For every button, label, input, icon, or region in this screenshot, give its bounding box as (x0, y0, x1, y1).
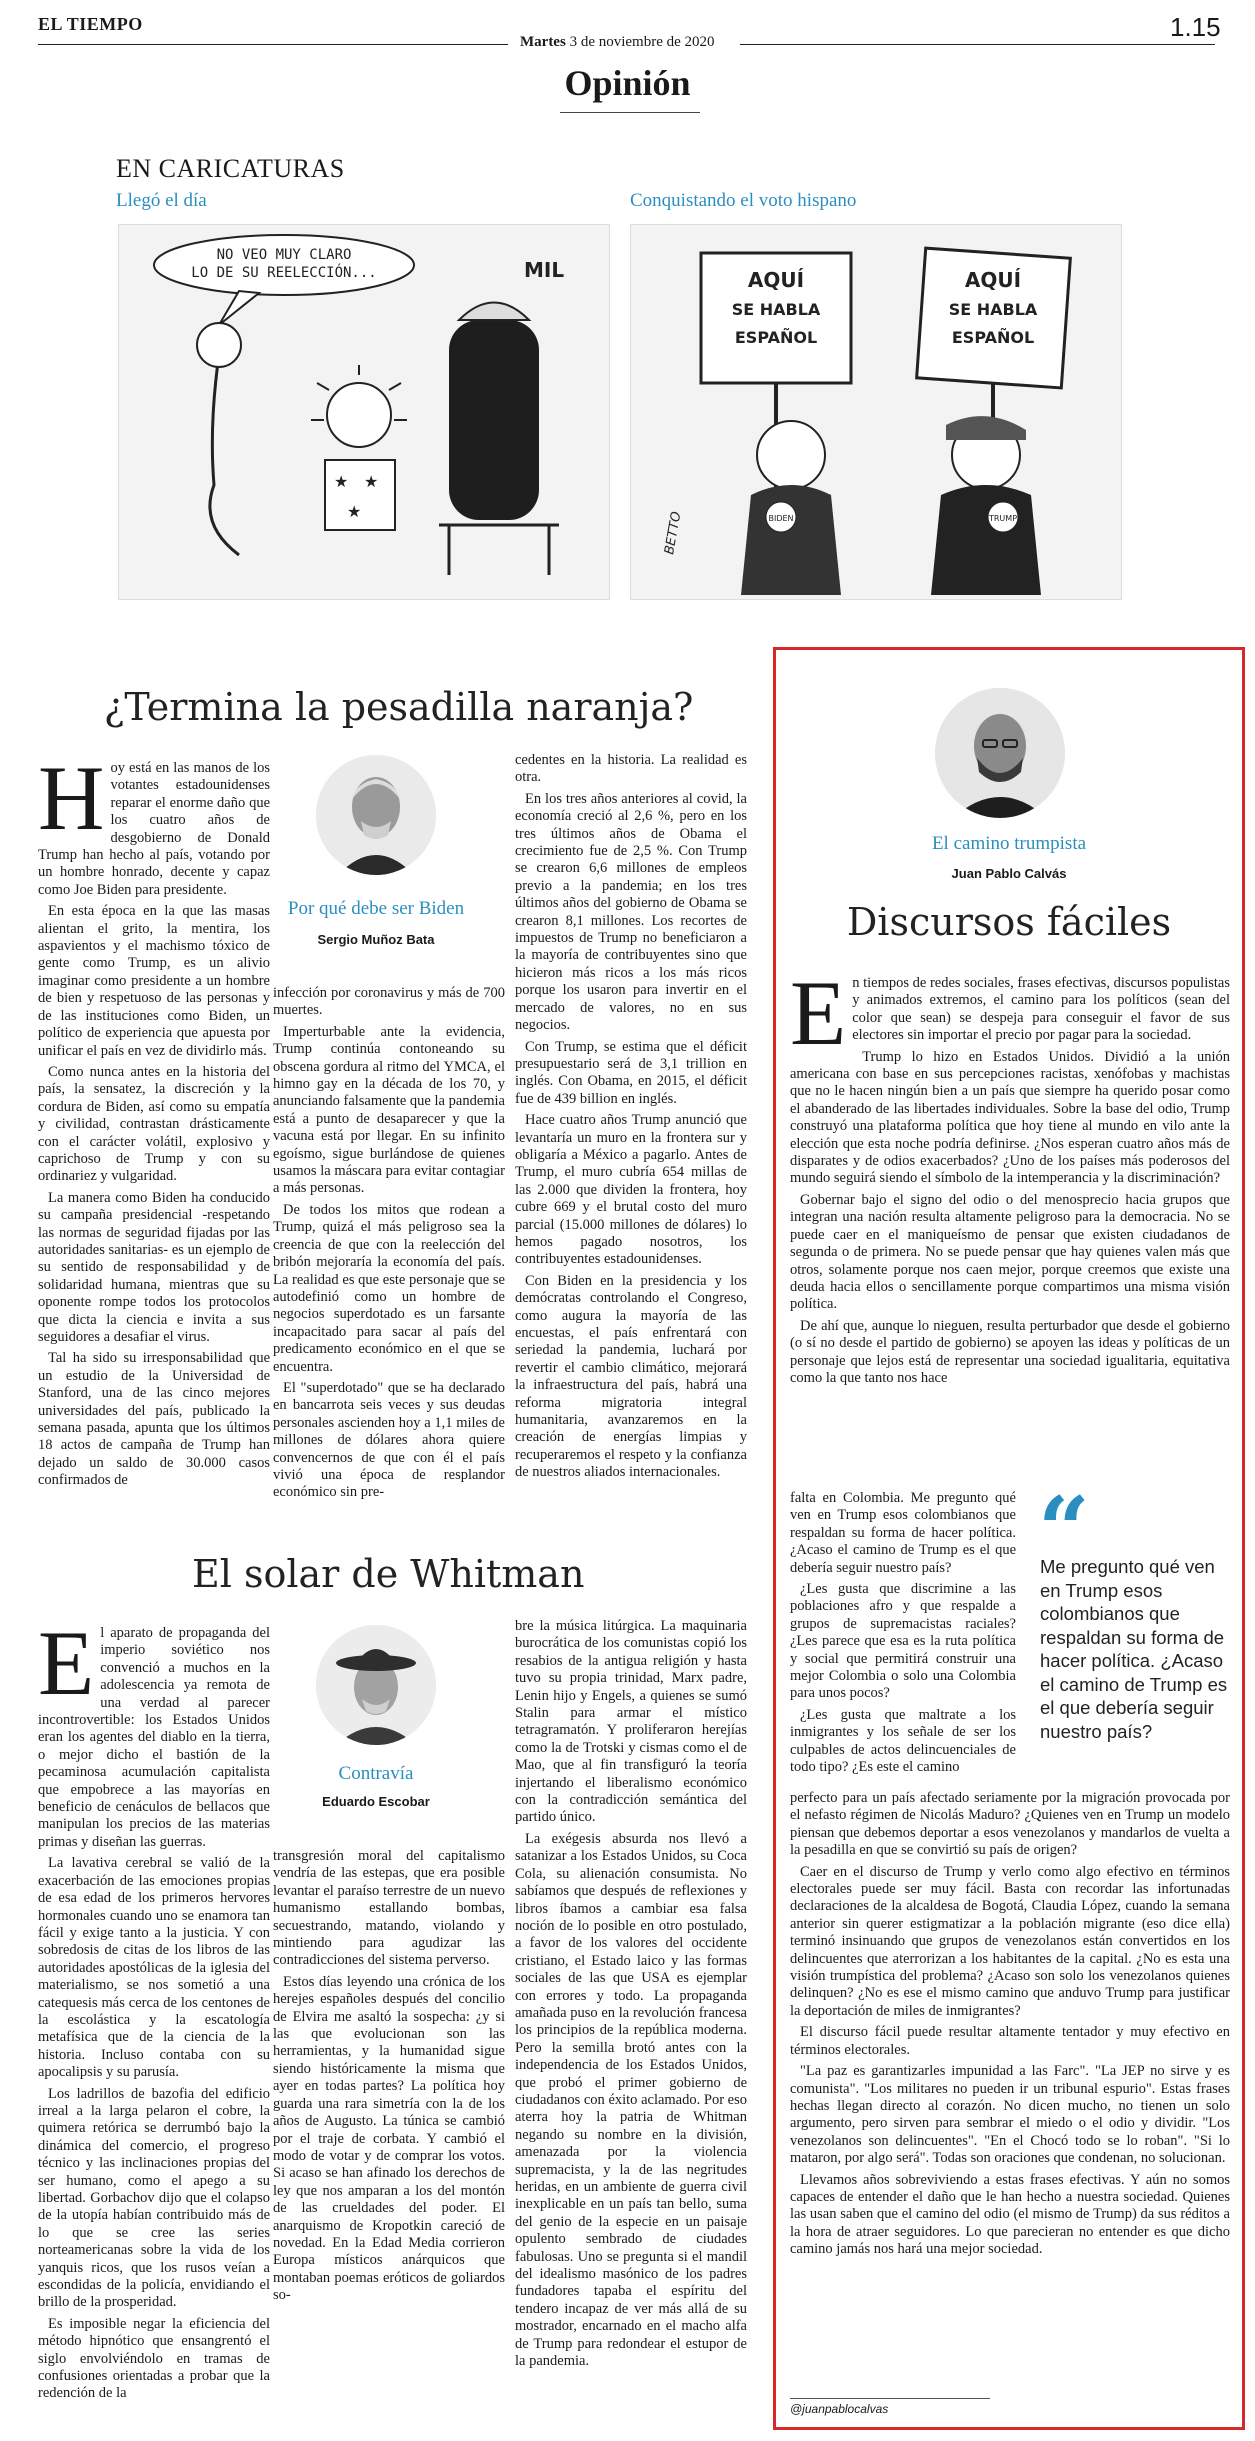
article3-top-p2: Gobernar bajo el signo del odio o del menosprecio hacia grupos que integran una nación resulta altamente peligroso para la democracia. No se puede caer en el maniqueísmo de pensar que existen ciudadanos de segunda o de primera. No se puede pensar que hay quienes valen más que otros, solamente porque nos caen mejor, porque creemos que existe una deuda hacia ellos o sencillamente porque compartimos una misma visión política. (790, 1191, 1230, 1313)
article1-category: Por qué debe ser Biden (287, 898, 465, 919)
article3-bottom-p2: Caer en el discurso de Trump y verlo como algo efectivo en términos electorales puede ser muy fácil. Basta con recordar las infortunadas declaraciones de la alcaldesa de Bogotá, Claudia López, cuando la semana anterior sin querer estigmatizar a la población migrante (eso dice ella) terminó insinuando que grupos de venezolanos están convertidos en los delincuentes que aterrorizan a los habitantes de la capital. ¿No es esta una visión trumpística del problema? ¿Acaso son solo los venezolanos quienes delinquen? ¿No es ese el mismo camino que anduvo Trump para justificar la deportación de miles de inmigrantes? (790, 1863, 1230, 2019)
article1-author: Sergio Muñoz Bata (317, 932, 435, 947)
cartoon-left (118, 224, 610, 600)
svg-text:★: ★ (334, 472, 349, 491)
dateline (520, 34, 715, 51)
page-number: 1.15 (1170, 12, 1221, 42)
cartoon-right-label-trump: TRUMP (988, 514, 1018, 523)
article3-author: Juan Pablo Calvás (951, 866, 1067, 881)
article3-bottom-p1: perfecto para un país afectado seriamente por la migración provocada por el nefasto régimen de Nicolás Maduro? ¿Quienes ven en Trump un modelo piensan que debemos deportar a esos venezolanos y mandarlos de vuelta a la pesadilla en que se convirtió su país de origen? (790, 1790, 1230, 1859)
article1-col3-p1: cedentes en la historia. La realidad es otra. (515, 752, 747, 786)
article3-dropcap: E (790, 962, 847, 1064)
article3-top-p3: De ahí que, aunque lo nieguen, resulta perturbador que desde el gobierno (o sí no desde el partido de gobierno) se apoyen las ideas y políticas de un personaje que lejos está de representar una sociedad igualitaria, equitativa como la que tanto nos hace (790, 1317, 1230, 1386)
cartoon-left-title: Llegó el día (116, 190, 207, 211)
article2-author: Eduardo Escobar (322, 1794, 430, 1809)
article2-col1-p3: Los ladrillos de bazofia del edificio irreal a la larga pelaron el cobre, la quimera retórica se derrumbó bajo la dinámica del comercio, el progreso técnico y las inclinaciones propias del ser humano, como el apego a su libertad. Gorbachov dijo que el colapso de la utopía habían contribuido más de lo que se cree las series norteamericanas sobre la vida de los yanquis ricos, que los rusos veían a escondidas de la policía, envidiando el brillo de la prosperidad. (38, 2085, 270, 2311)
masthead: EL TIEMPO (38, 14, 143, 34)
section-rule (560, 112, 700, 113)
cartoon-left-drawing (119, 225, 609, 599)
article1-col1-p5: Tal ha sido su irresponsabilidad que un estudio de la Universidad de Stanford, una de las cinco mejores universidades del país, publicado la semana pasada, apunta que los últimos 18 actos de campaña de Trump han dejado un saldo de 30.000 casos confirmados de (38, 1350, 270, 1489)
caricaturas-kicker: EN CARICATURAS (116, 154, 345, 183)
article1-col2-p1: infección por coronavirus y más de 700 muertes. (273, 985, 505, 1019)
article1-col1-p4: La manera como Biden ha conducido su campaña presidencial -respetando las normas de seguridad fijadas por las autoridades sanitarias- es un ejemplo de su sentido de responsabilidad y de solidaridad humana, mientras que su oponente rompe todos los protocolos que dicta la ciencia e invita a sus seguidores a desafiar el virus. (38, 1189, 270, 1345)
article1-col1-p1-text: oy está en las manos de los votantes estadounidenses reparar el enorme daño que los cuatro años de desgobierno de Donald Trump han hecho al país, votando por un hombre honrado, decente y capaz como Joe Biden para presidente. (38, 760, 270, 898)
cartoon-left-bubble-line2: LO DE SU REELECCIÓN... (191, 265, 377, 281)
cartoon-right (630, 224, 1122, 600)
article1-col1-p1 (38, 747, 270, 899)
date-rest: 3 de noviembre de 2020 (569, 34, 715, 50)
section-title: Opinión (564, 63, 691, 103)
article1-col3 (515, 752, 747, 1486)
cartoon-right-title: Conquistando el voto hispano (630, 190, 857, 211)
article2-col1-p1-text: l aparato de propaganda del imperio soviético nos convenció a muchos en la adolescencia ya remota de una verdad al parecer incontrovertible: los Estados Unidos eran los agentes del diablo en la tierra, o mejor dicho el bastión de la pecaminosa acumulación capitalista que empobrece a las mayorías en beneficio de cenáculos de bellacos que manipulan los precios de las materias primas y diseñan las guerras. (38, 1625, 270, 1850)
article2-author-portrait (316, 1625, 436, 1745)
article2-author-photo (316, 1625, 436, 1745)
article1-col1 (38, 747, 270, 1494)
article2-dropcap: E (38, 1612, 95, 1714)
article3-intro (790, 962, 1230, 1064)
article3-pullquote: Me pregunto qué ven en Trump esos colombianos que respaldan su forma de hacer política. ¿Acaso el camino de Trump es el que debería seguir nuestro país? (1040, 1556, 1228, 1742)
svg-text:★: ★ (364, 472, 379, 491)
pullquote-icon: “ (1038, 1477, 1090, 1583)
article2-col3 (515, 1618, 747, 2374)
article1-col3-p4: Hace cuatro años Trump anunció que levantaría un muro en la frontera sur y obligaría a México a pagarlo. Antes de Trump, el muro cubría 654 millas de las 2.000 que dividen la frontera, hoy cubre 669 y el brutal costo del muro parcial (15.000 millones de dólares) lo hemos pagado nosotros, los contribuyentes estadounidenses. (515, 1112, 747, 1268)
header-rule-right (740, 44, 1215, 45)
article2-col1-p4: Es imposible negar la eficiencia del método hipnótico que ensangrentó el siglo envolviéndolo en tramas de confusiones orientadas a probar que la redención de la (38, 2315, 270, 2402)
article3-body-bottom (790, 1790, 1230, 2263)
article2-col1-p2: La lavativa cerebral se valió de la exacerbación de las emociones propias de esa edad de los primeros hervores hormonales cuando uno se enamora tan fácil y exige tanto a la justicia. Y con sobredosis de citas de los libros de las autoridades apostólicas de la iglesia del materialismo, se nos sometió a una catequesis más cerca de los centones de la escolástica y la escatología metafísica que de la ciencia de la historia. Incluso contaba con su apocalipsis y su parusía. (38, 1855, 270, 2081)
article1-col3-p2: En los tres años anteriores al covid, la economía creció al 2,6 %, pero en los tres últimos años de Obama el crecimiento fue de 2,5 %. Con Trump se crearon 6,6 millones de empleos previo a la pandemia; en los tres últimos años del gobierno de Obama se crearon 8,1 millones. Los recortes de impuestos de Trump no beneficiaron a la mayoría de contribuyentes sino que hicieron más ricos a los más ricos porque los usaron para invertir en el mercado de valores, no en sus negocios. (515, 790, 747, 1034)
article2-col3-p2: La exégesis absurda nos llevó a satanizar a los Estados Unidos, su Coca Cola, su alienación consumista. No sabíamos que después de reflexiones y libros íbamos a cambiar esa falsa noción de lo posible en otro postulado, a favor de los valores del occidente cristiano, el Estado laico y las formas sociales de las que USA es ejemplar con errores y todo. La propaganda amañada puso en la revolución francesa los principios de la república moderna. Pero la semilla brotó antes con la independencia de los Estados Unidos, que probó el primer gobierno de ciudadanos con éxito aclamado. Por eso aterra hoy la patria de Whitman negando su nombre en la división, amenazada por la violencia supremacista, y la de las negritudes heridas, en un ambiente de guerra civil inexplicable en un país tan bello, suma del genio de la especie en un paisaje opulento sembrado de ciudades fabulosas. Uno se pregunta si el mandil del idealismo masónico de los padres fundadores tapaba el espíritu del tendero incapaz de ver más allá de su mostrador, encarnado en el macho alfa de Trump para redondear el estupor de la pandemia. (515, 1830, 747, 2370)
date-day: Martes (520, 34, 566, 50)
article3-handle-rule (790, 2398, 990, 2399)
article2-col1 (38, 1612, 270, 2407)
article3-bottom-p5: Llevamos años sobreviviendo a estas frases efectivas. Y aún no somos capaces de entender el daño que le han hecho a nuestra sociedad. Quienes las usan saben que el camino del odio (el mismo de Trump) da sus réditos a la hora de atraer seguidores. Lo que parecieran no entender es que dicho camino jamás nos hará una mejor sociedad. (790, 2171, 1230, 2258)
article1-col3-p3: Con Trump, se estima que el déficit presupuestario será de 3,1 trillion en inglés. Con Obama, en 2015, el déficit fue de 439 billion en inglés. (515, 1038, 747, 1107)
article3-bottom-p4: "La paz es garantizarles impunidad a las Farc". "La JEP no sirve y es comunista". "Los militares no pueden ir un tribunal espurio". Estas frases hechas llegan directo al corazón. No dicen mucho, no tienen un solo argumento, pero sirven para sembrar el miedo o el odio y dividir. "Los venezolanos son delincuentes". "En el Chocó todo se lo roban". "Si lo mataron, por algo será". Todas son oraciones que condenan, no solucionan. (790, 2063, 1230, 2167)
cartoon-right-sign1-line2: SE HABLA (731, 300, 821, 319)
article2-col3-p1: bre la música litúrgica. La maquinaria burocrática de los comunistas copió los resabios de la antigua religión y hasta tuvo su propia trinidad, Marx padre, Lenin hijo y Engels, a quienes se sumó Stalin para armar el místico tetragramatón. Y proliferaron herejías como la de Trotski y cismas como el de Mao, que al fin transfiguró la teoría injertando el liberalismo económico con la contradicción semántica del partido único. (515, 1618, 747, 1826)
article3-author-photo (935, 688, 1065, 818)
cartoon-right-sign2-line3: ESPAÑOL (951, 328, 1035, 347)
article3-narrow-p2: ¿Les gusta que discrimine a las poblaciones afro y que respalde a grupos de supremacistas raciales? ¿Les parece que esa es la ruta política y social que permitirá construir una mejor Colombia o solo una Colombia para unos pocos? (790, 1581, 1016, 1702)
article2-category: Contravía (338, 1763, 414, 1784)
article1-col1-p3: Como nunca antes en la historia del país, la sensatez, la discreción y la cordura de Biden, así como su empatía y civilidad, contrastan drásticamente con el carácter volátil, explosivo y caprichoso de Trump y con su ordinariez y vulgaridad. (38, 1063, 270, 1185)
article2-headline: El solar de Whitman (192, 1552, 585, 1596)
article1-col1-p2: En esta época en la que las masas alientan el grito, la mentira, los aspavientos y el machismo tóxico de gente como Trump, es un alivio imaginar como presidente a un hombre de bien y respetuoso de las personas y de las instituciones como Biden, un político de experiencia que apuesta por unificar el país en vez de dividirlo más. (38, 903, 270, 1059)
cartoon-right-drawing (631, 225, 1121, 599)
cartoon-left-bubble-line1: NO VEO MUY CLARO (216, 247, 352, 263)
svg-text:★: ★ (347, 502, 362, 521)
article1-author-photo (316, 755, 436, 875)
article2-col2-p2: Estos días leyendo una crónica de los herejes españoles después del concilio de Elvira me asaltó la sospecha: ¿y si las que evolucionan son las herramientas, y la humanidad sigue siendo históricamente la misma que ayer en todas partes? La política hoy guarda una rara simetría con la de los años de Augusto. La túnica se cambió por el traje de corbata. Y cambió el modo de votar y de comprar los votos. Si acaso se han afinado los derechos de ley que nos amparan a los del montón de las crueldades del poder. El anarquismo de Kropotkin careció de novedad. En la Edad Media corrieron Europa místicos anárquicos que montaban poemas eróticos de goliardos so- (273, 1973, 505, 2304)
article1-col2-p2: Imperturbable ante la evidencia, Trump continúa contoneando su obscena gordura al ritmo del YMCA, el himno gay en la década de los 70, y anunciando falsamente que la pandemia está a punto de desaparecer y que la vacuna está por llegar. En su infinito egoísmo, sigue burlándose de quienes usamos la máscara para evitar contagiar a más personas. (273, 1023, 505, 1197)
article3-narrow-p1: falta en Colombia. Me pregunto qué ven en Trump esos colombianos que respaldan su forma de hacer política. ¿Acaso el camino de Trump es el que debería seguir nuestro país? (790, 1490, 1016, 1576)
article1-headline: ¿Termina la pesadilla naranja? (104, 685, 694, 729)
article2-col2 (273, 1848, 505, 2309)
article3-narrow-p3: ¿Les gusta que maltrate a los inmigrantes y los señale de ser los culpables de actos delincuenciales de todo tipo? ¿Es este el camino (790, 1706, 1016, 1776)
article3-author-portrait (935, 688, 1065, 818)
article3-category: El camino trumpista (931, 833, 1087, 854)
cartoon-right-sign2-line1: AQUÍ (964, 268, 1022, 292)
article3-headline: Discursos fáciles (846, 900, 1172, 944)
article1-author-portrait (316, 755, 436, 875)
cartoon-right-signature: BETTO (662, 510, 685, 556)
article3-intro-text: n tiempos de redes sociales, frases efectivas, discursos populistas y animados extremos, el camino para los políticos (sean del color que sean) se despeja para conseguir el favor de sus electores sin importar el precio por pagar para la sociedad. (852, 975, 1230, 1044)
article3-body-top (790, 962, 1230, 1391)
cartoon-right-sign1-line1: AQUÍ (747, 268, 805, 292)
header-rule-left (38, 44, 508, 45)
article3-body-narrow (790, 1490, 1016, 1781)
article2-col2-p1: transgresión moral del capitalismo vendría de las estepas, que era posible levantar el paraíso terrestre de un nuevo humanismo estallando bombas, secuestrando, matando, violando y mintiendo para agudizar las contradicciones del sistema perverso. (273, 1848, 505, 1969)
article1-col2 (273, 985, 505, 1506)
cartoon-right-sign2-line2: SE HABLA (948, 300, 1038, 319)
article1-col3-p5: Con Biden en la presidencia y los demócratas controlando el Congreso, como augura la mayoría de las encuestas, el país enfrentará con seriedad la pandemia, luchará por revertir el cambio climático, mejorará la infraestructura del país, habrá una reforma migratoria integral humanitaria, avanzaremos en la creación de energías limpias y recuperaremos el respeto y la confianza de nuestros aliados internacionales. (515, 1272, 747, 1481)
cartoon-right-sign1-line3: ESPAÑOL (734, 328, 818, 347)
article3-top-p1: Trump lo hizo en Estados Unidos. Dividió a la unión americana con base en sus percepciones racistas, xenófobas y machistas que no le hacen ningún bien a un país que siempre ha querido posar como el abanderado de las libertades individuales. Sobre la base del odio, Trump construyó una plataforma política que hoy tiene al mundo en vilo ante la elección que esta noche podría definirse. ¿Nos esperan cuatro años más de disparates y de odios exacerbados? ¿Uno de los países más poderosos del mundo seguirá siendo el símbolo de la intemperancia y la discriminación? (790, 1048, 1230, 1187)
article1-col2-p4: El "superdotado" que se ha declarado en bancarrota seis veces y sus deudas personales ascienden hoy a 1,1 miles de millones de dólares ahora quiere convencernos de que con él el país vivió una época de resplandor económico sin pre- (273, 1379, 505, 1501)
article3-handle[interactable]: @juanpablocalvas (790, 2402, 889, 2416)
article2-col1-p1 (38, 1612, 270, 1851)
cartoon-right-label-biden: BIDEN (768, 514, 794, 523)
article1-dropcap: H (38, 747, 105, 849)
article1-col2-p3: De todos los mitos que rodean a Trump, quizá el más peligroso sea la creencia de que con la reelección del bribón mejoraría la economía del país. La realidad es que este personaje que se autodefinió como un hombre de negocios superdotado es un farsante incapacitado para sacar al país del predicamento económico en el que se encuentra. (273, 1201, 505, 1375)
article3-bottom-p3: El discurso fácil puede resultar altamente tentador y muy efectivo en términos electorales. (790, 2024, 1230, 2058)
cartoon-left-signature: MIL (524, 258, 565, 282)
